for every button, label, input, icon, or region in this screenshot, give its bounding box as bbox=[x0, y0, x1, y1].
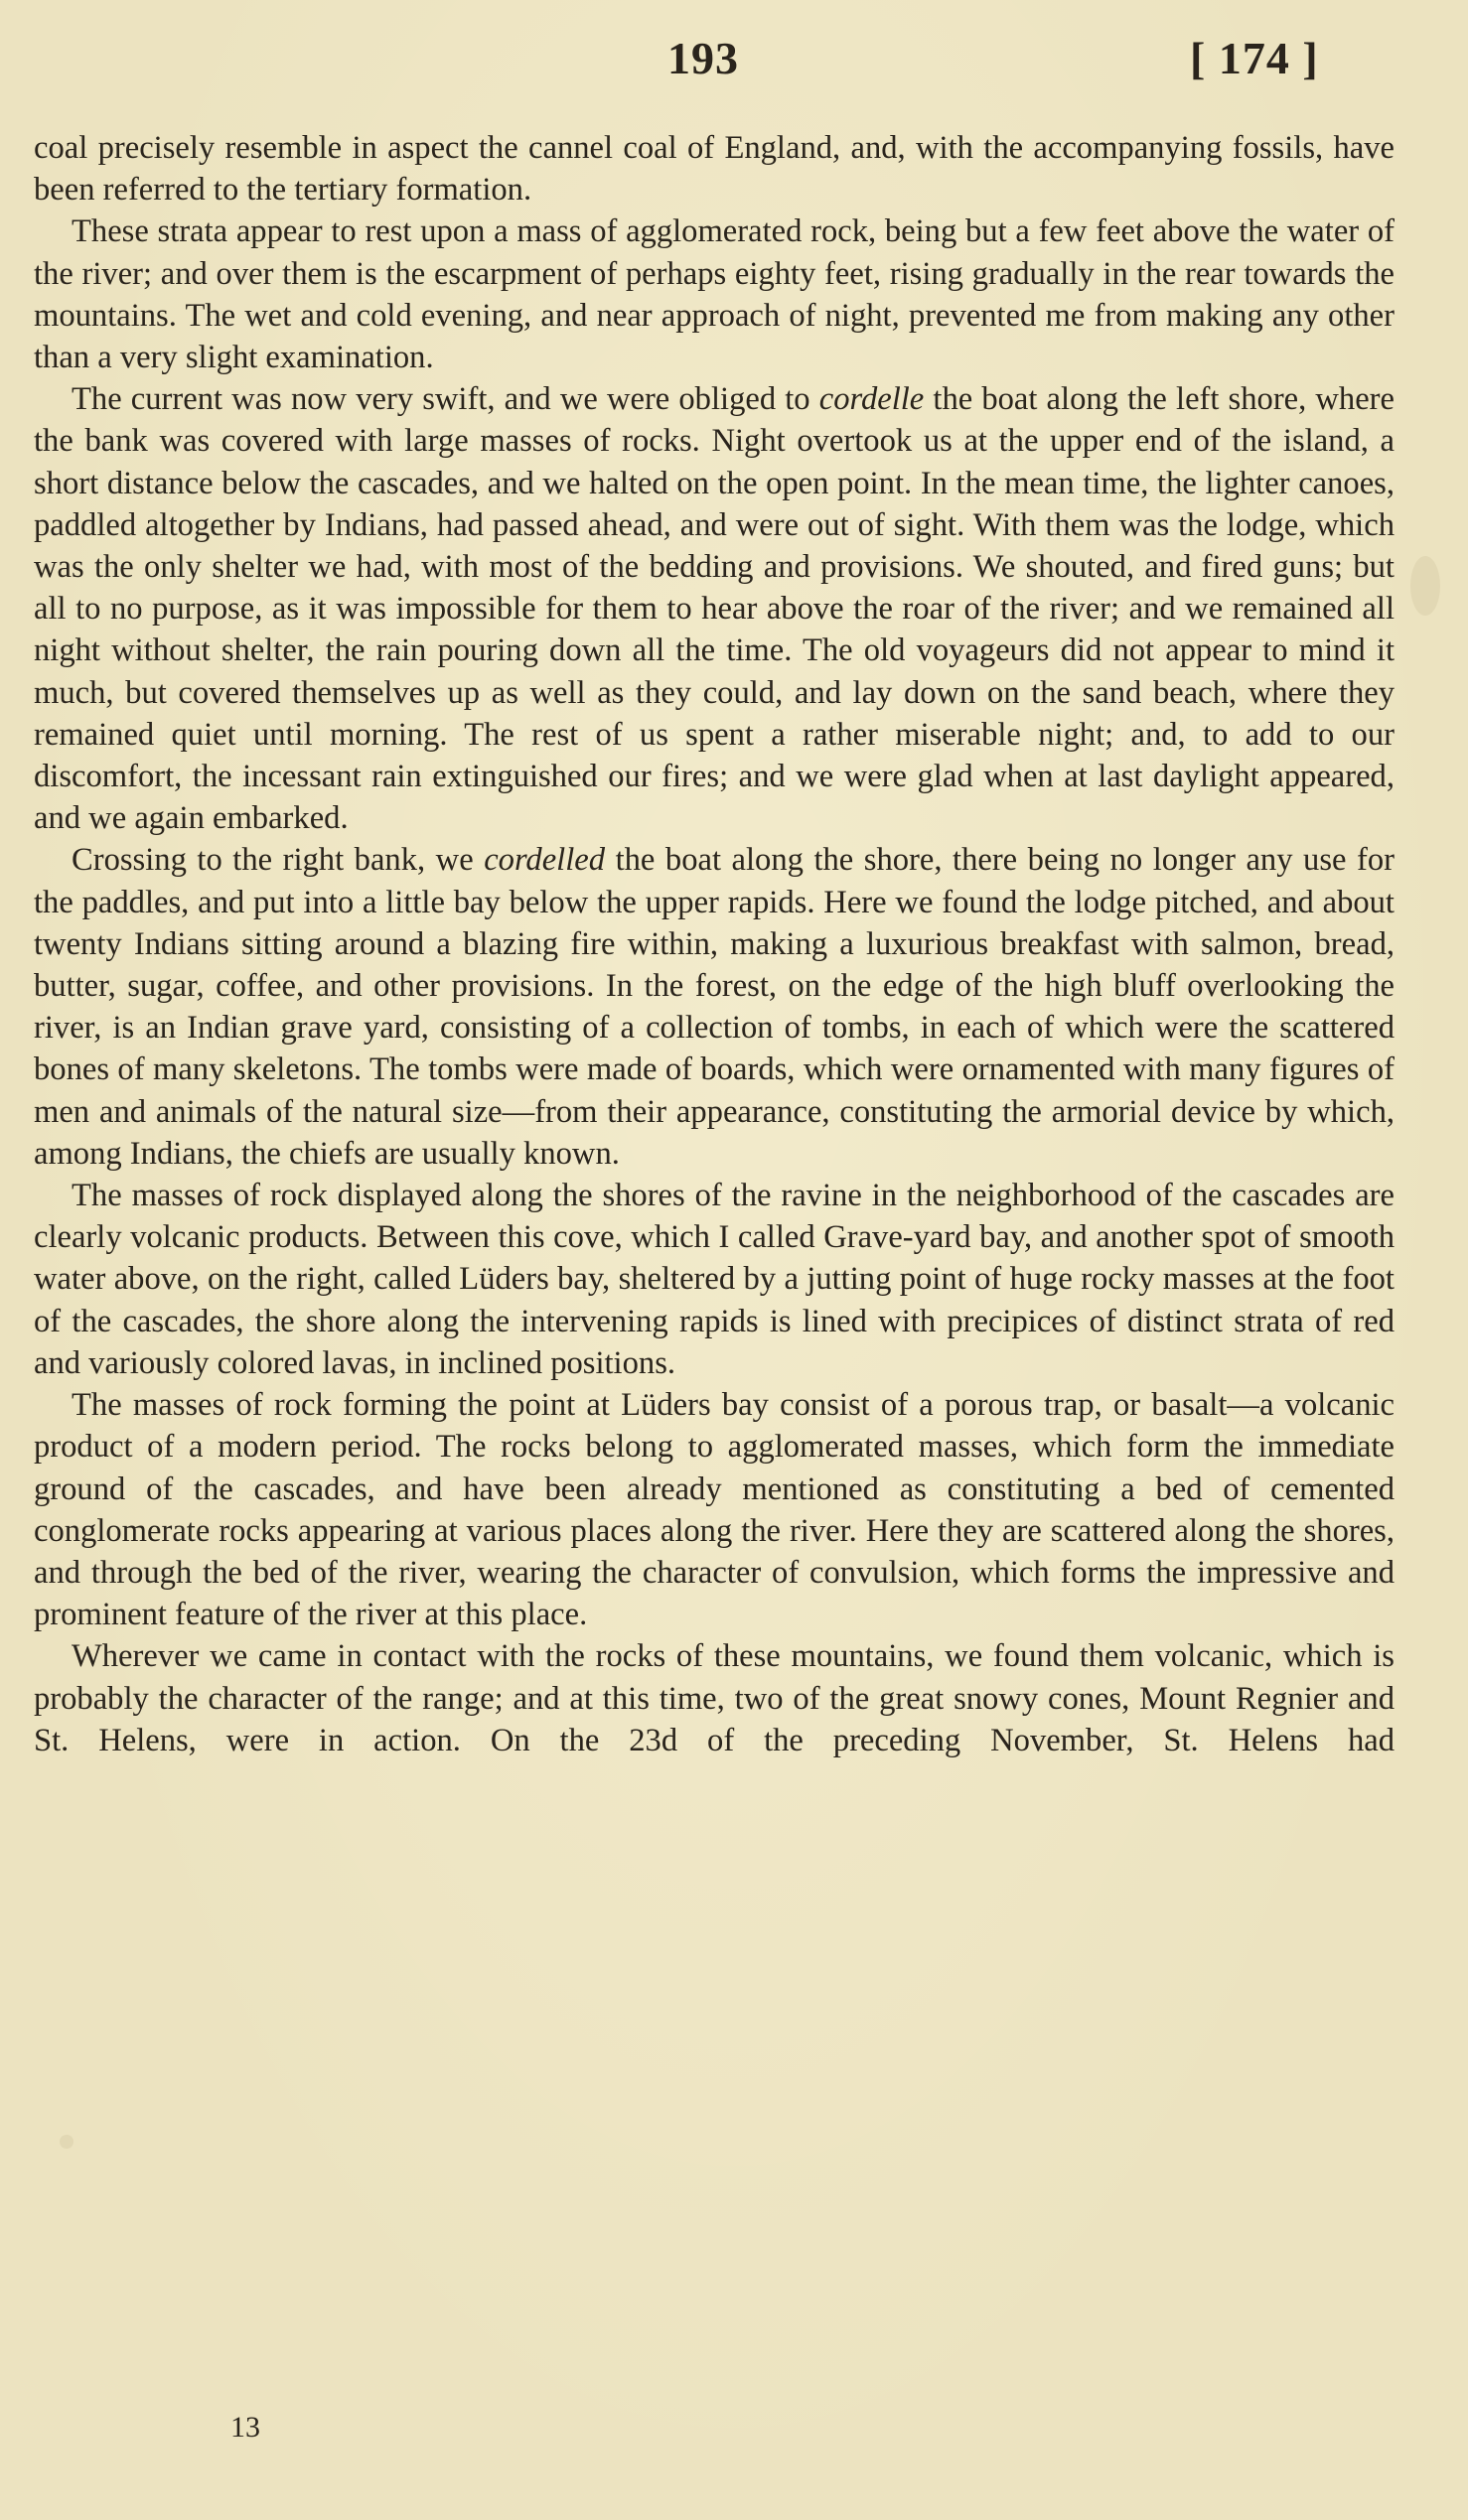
paragraph: The masses of rock displayed along the shores of the ravine in the neighborhood of the cascades are clearly volcanic products. Between this cove, which I called Grave-yard bay, and another spot of smooth water above, on the right, called Lüders bay, sheltered by a jutting point of huge rocky masses at the foot of the cascades, the shore along the intervening rapids is lined with precipices of distinct strata of red and variously colored lavas, in inclined positions. bbox=[34, 1178, 1395, 1381]
italic-term: cordelled bbox=[484, 842, 606, 879]
paragraph: The current was now very swift, and we were obliged to cordelle the boat along the left shore, where the bank was covered with large masses of rocks. Night overtook us at the upper end of the island, a short distance below the cascades, and we halted on the open point. In the mean time, the lighter canoes, paddled altogether by Indians, had passed ahead, and were out of sight. With them was the lodge, which was the only shelter we had, with most of the bedding and provisions. We shouted, and fired guns; but all to no purpose, as it was impossible for them to hear above the roar of the river; and we remained all night without shelter, the rain pouring down all the time. The old voyageurs did not appear to mind it much, but covered themselves up as well as they could, and lay down on the sand beach, where they remained quiet until morning. The rest of us spent a rather miserable night; and, to add to our discomfort, the incessant rain extinguished our fires; and we were glad when at last daylight appeared, and we again embarked. bbox=[34, 381, 1395, 837]
page-number: 193 bbox=[667, 33, 739, 83]
paragraph: The masses of rock forming the point at Lüders bay consist of a porous trap, or basalt—a volcanic product of a modern period. The rocks belong to agglomerated masses, which form the immediate ground of the cascades, and have been already mentioned as constituting a bed of cemented conglomerate rocks appearing at various places along the river. Here they are scattered along the shores, and through the bed of the river, wearing the character of convulsion, which forms the impressive and prominent feature of the river at this place. bbox=[34, 1387, 1395, 1633]
body-text bbox=[34, 127, 1395, 1761]
signature-mark: 13 bbox=[230, 2411, 260, 2444]
page-header bbox=[0, 30, 1468, 99]
section-number: [ 174 ] bbox=[1190, 33, 1319, 83]
page-stain bbox=[1410, 556, 1440, 616]
page-stain bbox=[60, 2135, 73, 2149]
paragraph: These strata appear to rest upon a mass of agglomerated rock, being but a few feet above the water of the river; and over them is the escarpment of perhaps eighty feet, rising gradually in the rear towards the mountains. The wet and cold evening, and near approach of night, prevented me from making any other than a very slight examination. bbox=[34, 213, 1395, 376]
paragraph: Crossing to the right bank, we cordelled the boat along the shore, there being no longer any use for the paddles, and put into a little bay below the upper rapids. Here we found the lodge pitched, and about twenty Indians sitting around a blazing fire within, making a luxurious breakfast with salmon, bread, butter, sugar, coffee, and other provisions. In the forest, on the edge of the high bluff overlooking the river, is an Indian grave yard, consisting of a collection of tombs, in each of which were the scattered bones of many skeletons. The tombs were made of boards, which were ornamented with many figures of men and animals of the natural size—from their appearance, constituting the armorial device by which, among Indians, the chiefs are usually known. bbox=[34, 842, 1395, 1172]
paragraph: Wherever we came in contact with the rocks of these mountains, we found them volcanic, which is probably the character of the range; and at this time, two of the great snowy cones, Mount Regnier and St. Helens, were in action. On the 23d of the preceding November, St. Helens had bbox=[34, 1638, 1395, 1758]
italic-term: cordelle bbox=[818, 381, 925, 418]
paragraph: coal precisely resemble in aspect the cannel coal of England, and, with the accompanying fossils, have been referred to the tertiary formation. bbox=[34, 130, 1395, 209]
